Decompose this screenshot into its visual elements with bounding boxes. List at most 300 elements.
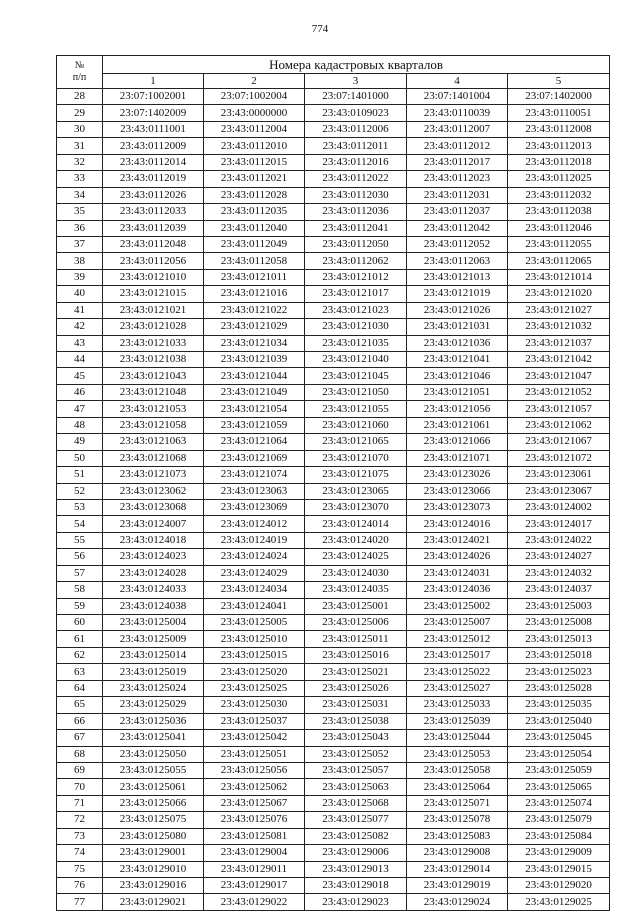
cadastral-number-cell: 23:43:0129001 — [103, 845, 204, 861]
cadastral-number-cell: 23:43:0125021 — [305, 664, 407, 680]
cadastral-number-cell: 23:43:0124028 — [103, 565, 204, 581]
row-number-cell: 53 — [57, 499, 103, 515]
cadastral-number-cell: 23:43:0125082 — [305, 828, 407, 844]
cadastral-number-cell: 23:43:0112014 — [103, 154, 204, 170]
cadastral-number-cell: 23:43:0121014 — [508, 269, 610, 285]
cadastral-number-cell: 23:43:0125015 — [204, 647, 305, 663]
row-number-cell: 72 — [57, 812, 103, 828]
cadastral-number-cell: 23:43:0125041 — [103, 730, 204, 746]
cadastral-number-cell: 23:43:0123067 — [508, 483, 610, 499]
cadastral-number-cell: 23:43:0121043 — [103, 368, 204, 384]
table-row — [57, 549, 610, 565]
row-number-cell: 40 — [57, 286, 103, 302]
cadastral-number-cell: 23:43:0125031 — [305, 697, 407, 713]
cadastral-number-cell: 23:43:0121075 — [305, 467, 407, 483]
table-row — [57, 615, 610, 631]
cadastral-number-cell: 23:07:1002004 — [204, 89, 305, 105]
cadastral-number-cell: 23:43:0121070 — [305, 450, 407, 466]
cadastral-number-cell: 23:43:0129019 — [407, 878, 508, 894]
cadastral-number-cell: 23:43:0125037 — [204, 713, 305, 729]
cadastral-number-cell: 23:43:0125011 — [305, 631, 407, 647]
cadastral-number-cell: 23:43:0125030 — [204, 697, 305, 713]
cadastral-number-cell: 23:43:0124041 — [204, 598, 305, 614]
cadastral-number-cell: 23:43:0124034 — [204, 582, 305, 598]
cadastral-number-cell: 23:43:0112009 — [103, 138, 204, 154]
cadastral-number-cell: 23:43:0121017 — [305, 286, 407, 302]
row-number-cell: 74 — [57, 845, 103, 861]
cadastral-number-cell: 23:43:0125077 — [305, 812, 407, 828]
table-row — [57, 352, 610, 368]
cadastral-number-cell: 23:43:0125025 — [204, 680, 305, 696]
cadastral-number-cell: 23:43:0121054 — [204, 401, 305, 417]
cadastral-number-cell: 23:43:0125063 — [305, 779, 407, 795]
cadastral-number-cell: 23:43:0129024 — [407, 894, 508, 910]
cadastral-number-cell: 23:43:0112035 — [204, 204, 305, 220]
cadastral-number-cell: 23:43:0121044 — [204, 368, 305, 384]
cadastral-number-cell: 23:43:0112022 — [305, 171, 407, 187]
cadastral-number-cell: 23:43:0112011 — [305, 138, 407, 154]
column-header: 5 — [508, 74, 610, 89]
cadastral-quarters-table — [56, 55, 610, 911]
row-number-cell: 62 — [57, 647, 103, 663]
cadastral-number-cell: 23:43:0129017 — [204, 878, 305, 894]
cadastral-number-cell: 23:43:0121055 — [305, 401, 407, 417]
cadastral-number-cell: 23:43:0125042 — [204, 730, 305, 746]
cadastral-number-cell: 23:43:0125053 — [407, 746, 508, 762]
cadastral-number-cell: 23:43:0124021 — [407, 532, 508, 548]
row-number-cell: 61 — [57, 631, 103, 647]
cadastral-number-cell: 23:43:0129023 — [305, 894, 407, 910]
cadastral-number-cell: 23:43:0129014 — [407, 861, 508, 877]
cadastral-number-cell: 23:43:0123026 — [407, 467, 508, 483]
cadastral-number-cell: 23:43:0121021 — [103, 302, 204, 318]
cadastral-number-cell: 23:43:0121049 — [204, 384, 305, 400]
table-row — [57, 746, 610, 762]
cadastral-number-cell: 23:43:0125002 — [407, 598, 508, 614]
cadastral-number-cell: 23:43:0121056 — [407, 401, 508, 417]
table-row — [57, 894, 610, 910]
cadastral-number-cell: 23:43:0125043 — [305, 730, 407, 746]
table-row — [57, 401, 610, 417]
cadastral-number-cell: 23:43:0112032 — [508, 187, 610, 203]
cadastral-number-cell: 23:43:0112062 — [305, 253, 407, 269]
cadastral-number-cell: 23:43:0123065 — [305, 483, 407, 499]
table-row — [57, 795, 610, 811]
cadastral-number-cell: 23:43:0124012 — [204, 516, 305, 532]
cadastral-number-cell: 23:43:0125040 — [508, 713, 610, 729]
row-number-cell: 55 — [57, 532, 103, 548]
cadastral-number-cell: 23:07:1401004 — [407, 89, 508, 105]
cadastral-number-cell: 23:43:0125010 — [204, 631, 305, 647]
table-row — [57, 187, 610, 203]
cadastral-number-cell: 23:43:0121059 — [204, 417, 305, 433]
cadastral-number-cell: 23:43:0125080 — [103, 828, 204, 844]
row-number-cell: 35 — [57, 204, 103, 220]
table-body — [57, 89, 610, 911]
table-row — [57, 368, 610, 384]
row-number-cell: 51 — [57, 467, 103, 483]
cadastral-number-cell: 23:43:0125078 — [407, 812, 508, 828]
cadastral-number-cell: 23:43:0124029 — [204, 565, 305, 581]
cadastral-number-cell: 23:43:0121057 — [508, 401, 610, 417]
cadastral-number-cell: 23:43:0125019 — [103, 664, 204, 680]
row-number-cell: 70 — [57, 779, 103, 795]
cadastral-number-cell: 23:43:0124020 — [305, 532, 407, 548]
table-row — [57, 450, 610, 466]
row-number-cell: 52 — [57, 483, 103, 499]
row-number-cell: 28 — [57, 89, 103, 105]
cadastral-number-cell: 23:43:0125052 — [305, 746, 407, 762]
cadastral-number-cell: 23:43:0121026 — [407, 302, 508, 318]
table-row — [57, 434, 610, 450]
cadastral-number-cell: 23:43:0121046 — [407, 368, 508, 384]
cadastral-number-cell: 23:43:0112012 — [407, 138, 508, 154]
cadastral-number-cell: 23:43:0129022 — [204, 894, 305, 910]
cadastral-number-cell: 23:43:0124017 — [508, 516, 610, 532]
cadastral-number-cell: 23:43:0125026 — [305, 680, 407, 696]
cadastral-number-cell: 23:43:0121028 — [103, 319, 204, 335]
cadastral-number-cell: 23:43:0124016 — [407, 516, 508, 532]
row-number-cell: 58 — [57, 582, 103, 598]
cadastral-number-cell: 23:43:0123062 — [103, 483, 204, 499]
cadastral-number-cell: 23:43:0112023 — [407, 171, 508, 187]
row-number-cell: 32 — [57, 154, 103, 170]
cadastral-number-cell: 23:43:0112037 — [407, 204, 508, 220]
cadastral-number-cell: 23:43:0124014 — [305, 516, 407, 532]
cadastral-number-cell: 23:43:0121050 — [305, 384, 407, 400]
table-row — [57, 697, 610, 713]
cadastral-number-cell: 23:43:0129004 — [204, 845, 305, 861]
cadastral-number-cell: 23:43:0112010 — [204, 138, 305, 154]
row-number-header-text: № п/п — [72, 60, 87, 83]
cadastral-number-cell: 23:43:0124033 — [103, 582, 204, 598]
cadastral-number-cell: 23:43:0125029 — [103, 697, 204, 713]
table-row — [57, 417, 610, 433]
cadastral-number-cell: 23:07:1401000 — [305, 89, 407, 105]
cadastral-number-cell: 23:43:0125055 — [103, 762, 204, 778]
column-header-row — [57, 74, 610, 89]
cadastral-number-cell: 23:43:0121061 — [407, 417, 508, 433]
cadastral-number-cell: 23:43:0112039 — [103, 220, 204, 236]
cadastral-number-cell: 23:43:0125001 — [305, 598, 407, 614]
row-number-cell: 67 — [57, 730, 103, 746]
cadastral-number-cell: 23:43:0124032 — [508, 565, 610, 581]
row-number-cell: 29 — [57, 105, 103, 121]
row-number-cell: 37 — [57, 236, 103, 252]
table-row — [57, 253, 610, 269]
cadastral-number-cell: 23:43:0125023 — [508, 664, 610, 680]
cadastral-number-cell: 23:43:0112031 — [407, 187, 508, 203]
cadastral-number-cell: 23:43:0121013 — [407, 269, 508, 285]
cadastral-number-cell: 23:43:0125065 — [508, 779, 610, 795]
cadastral-number-cell: 23:43:0125012 — [407, 631, 508, 647]
table-row — [57, 631, 610, 647]
cadastral-number-cell: 23:43:0125006 — [305, 615, 407, 631]
cadastral-number-cell: 23:43:0121064 — [204, 434, 305, 450]
cadastral-number-cell: 23:43:0125067 — [204, 795, 305, 811]
cadastral-number-cell: 23:43:0112028 — [204, 187, 305, 203]
cadastral-number-cell: 23:43:0125074 — [508, 795, 610, 811]
cadastral-number-cell: 23:43:0121034 — [204, 335, 305, 351]
cadastral-number-cell: 23:43:0129009 — [508, 845, 610, 861]
cadastral-number-cell: 23:43:0124025 — [305, 549, 407, 565]
cadastral-number-cell: 23:43:0125039 — [407, 713, 508, 729]
cadastral-number-cell: 23:43:0121069 — [204, 450, 305, 466]
cadastral-number-cell: 23:43:0121015 — [103, 286, 204, 302]
table-row — [57, 664, 610, 680]
cadastral-number-cell: 23:43:0125016 — [305, 647, 407, 663]
cadastral-number-cell: 23:43:0121040 — [305, 352, 407, 368]
cadastral-number-cell: 23:43:0125038 — [305, 713, 407, 729]
cadastral-number-cell: 23:43:0129021 — [103, 894, 204, 910]
cadastral-number-cell: 23:43:0112015 — [204, 154, 305, 170]
cadastral-number-cell: 23:43:0112025 — [508, 171, 610, 187]
cadastral-number-cell: 23:43:0123073 — [407, 499, 508, 515]
cadastral-number-cell: 23:43:0125058 — [407, 762, 508, 778]
cadastral-number-cell: 23:43:0112021 — [204, 171, 305, 187]
cadastral-number-cell: 23:43:0121052 — [508, 384, 610, 400]
cadastral-number-cell: 23:43:0112040 — [204, 220, 305, 236]
cadastral-number-cell: 23:43:0110051 — [508, 105, 610, 121]
table-row — [57, 713, 610, 729]
cadastral-number-cell: 23:43:0112041 — [305, 220, 407, 236]
cadastral-number-cell: 23:43:0129025 — [508, 894, 610, 910]
cadastral-number-cell: 23:43:0121030 — [305, 319, 407, 335]
cadastral-number-cell: 23:43:0125044 — [407, 730, 508, 746]
cadastral-number-cell: 23:43:0121027 — [508, 302, 610, 318]
cadastral-number-cell: 23:43:0112058 — [204, 253, 305, 269]
cadastral-number-cell: 23:43:0121068 — [103, 450, 204, 466]
cadastral-number-cell: 23:43:0110039 — [407, 105, 508, 121]
cadastral-number-cell: 23:43:0112018 — [508, 154, 610, 170]
page-number: 774 — [311, 23, 329, 35]
cadastral-number-cell: 23:43:0129006 — [305, 845, 407, 861]
row-number-cell: 68 — [57, 746, 103, 762]
cadastral-number-cell: 23:43:0125083 — [407, 828, 508, 844]
cadastral-number-cell: 23:43:0125008 — [508, 615, 610, 631]
row-number-cell: 33 — [57, 171, 103, 187]
table-row — [57, 582, 610, 598]
cadastral-number-cell: 23:43:0121058 — [103, 417, 204, 433]
cadastral-number-cell: 23:43:0112007 — [407, 121, 508, 137]
cadastral-number-cell: 23:43:0125005 — [204, 615, 305, 631]
cadastral-number-cell: 23:43:0121053 — [103, 401, 204, 417]
cadastral-number-cell: 23:43:0125064 — [407, 779, 508, 795]
cadastral-number-cell: 23:43:0112017 — [407, 154, 508, 170]
row-number-cell: 44 — [57, 352, 103, 368]
row-number-cell: 59 — [57, 598, 103, 614]
table-row — [57, 171, 610, 187]
cadastral-number-cell: 23:43:0121035 — [305, 335, 407, 351]
cadastral-number-cell: 23:43:0125022 — [407, 664, 508, 680]
cadastral-number-cell: 23:07:1002001 — [103, 89, 204, 105]
cadastral-number-cell: 23:43:0129008 — [407, 845, 508, 861]
row-number-cell: 54 — [57, 516, 103, 532]
cadastral-number-cell: 23:43:0125033 — [407, 697, 508, 713]
cadastral-number-cell: 23:43:0124023 — [103, 549, 204, 565]
cadastral-number-cell: 23:43:0121066 — [407, 434, 508, 450]
row-number-cell: 43 — [57, 335, 103, 351]
cadastral-number-cell: 23:43:0112048 — [103, 236, 204, 252]
cadastral-number-cell: 23:43:0125081 — [204, 828, 305, 844]
row-number-cell: 69 — [57, 762, 103, 778]
table-row — [57, 499, 610, 515]
table-row — [57, 335, 610, 351]
cadastral-number-cell: 23:43:0121048 — [103, 384, 204, 400]
cadastral-number-cell: 23:43:0121039 — [204, 352, 305, 368]
cadastral-number-cell: 23:43:0121041 — [407, 352, 508, 368]
cadastral-number-cell: 23:43:0125035 — [508, 697, 610, 713]
cadastral-number-cell: 23:43:0112063 — [407, 253, 508, 269]
row-number-cell: 56 — [57, 549, 103, 565]
cadastral-number-cell: 23:43:0112042 — [407, 220, 508, 236]
cadastral-number-cell: 23:43:0124019 — [204, 532, 305, 548]
cadastral-number-cell: 23:43:0112046 — [508, 220, 610, 236]
row-number-cell: 41 — [57, 302, 103, 318]
row-number-header — [57, 56, 103, 89]
cadastral-number-cell: 23:43:0112004 — [204, 121, 305, 137]
table-row — [57, 467, 610, 483]
cadastral-number-cell: 23:43:0121063 — [103, 434, 204, 450]
cadastral-number-cell: 23:43:0121065 — [305, 434, 407, 450]
table-row — [57, 878, 610, 894]
cadastral-number-cell: 23:43:0121042 — [508, 352, 610, 368]
cadastral-number-cell: 23:43:0112049 — [204, 236, 305, 252]
row-number-cell: 77 — [57, 894, 103, 910]
table-row — [57, 138, 610, 154]
cadastral-number-cell: 23:43:0125068 — [305, 795, 407, 811]
table-row — [57, 516, 610, 532]
cadastral-number-cell: 23:43:0121023 — [305, 302, 407, 318]
table-row — [57, 384, 610, 400]
cadastral-number-cell: 23:43:0123061 — [508, 467, 610, 483]
row-number-cell: 57 — [57, 565, 103, 581]
cadastral-number-cell: 23:43:0125004 — [103, 615, 204, 631]
row-number-cell: 45 — [57, 368, 103, 384]
table-row — [57, 730, 610, 746]
row-number-cell: 34 — [57, 187, 103, 203]
table-row — [57, 236, 610, 252]
cadastral-number-cell: 23:43:0124024 — [204, 549, 305, 565]
table-row — [57, 647, 610, 663]
table-row — [57, 319, 610, 335]
cadastral-number-cell: 23:43:0125050 — [103, 746, 204, 762]
cadastral-number-cell: 23:43:0124035 — [305, 582, 407, 598]
table-row — [57, 121, 610, 137]
cadastral-number-cell: 23:43:0125076 — [204, 812, 305, 828]
cadastral-number-cell: 23:43:0129011 — [204, 861, 305, 877]
cadastral-number-cell: 23:43:0112033 — [103, 204, 204, 220]
cadastral-number-cell: 23:43:0125027 — [407, 680, 508, 696]
cadastral-number-cell: 23:43:0124007 — [103, 516, 204, 532]
cadastral-number-cell: 23:43:0129018 — [305, 878, 407, 894]
cadastral-number-cell: 23:43:0125024 — [103, 680, 204, 696]
table-row — [57, 204, 610, 220]
row-number-cell: 46 — [57, 384, 103, 400]
cadastral-number-cell: 23:43:0121022 — [204, 302, 305, 318]
cadastral-number-cell: 23:43:0125084 — [508, 828, 610, 844]
cadastral-number-cell: 23:43:0121016 — [204, 286, 305, 302]
cadastral-number-cell: 23:43:0125059 — [508, 762, 610, 778]
cadastral-number-cell: 23:43:0124030 — [305, 565, 407, 581]
cadastral-number-cell: 23:43:0125051 — [204, 746, 305, 762]
cadastral-number-cell: 23:43:0124031 — [407, 565, 508, 581]
cadastral-number-cell: 23:43:0125066 — [103, 795, 204, 811]
cadastral-number-cell: 23:43:0121073 — [103, 467, 204, 483]
column-header: 1 — [103, 74, 204, 89]
cadastral-number-cell: 23:43:0125017 — [407, 647, 508, 663]
cadastral-number-cell: 23:43:0121011 — [204, 269, 305, 285]
table-row — [57, 220, 610, 236]
cadastral-number-cell: 23:43:0121062 — [508, 417, 610, 433]
cadastral-number-cell: 23:07:1402009 — [103, 105, 204, 121]
cadastral-number-cell: 23:43:0125013 — [508, 631, 610, 647]
row-number-cell: 30 — [57, 121, 103, 137]
cadastral-number-cell: 23:43:0125020 — [204, 664, 305, 680]
cadastral-number-cell: 23:43:0129010 — [103, 861, 204, 877]
table-row — [57, 565, 610, 581]
table-row — [57, 828, 610, 844]
cadastral-number-cell: 23:43:0121032 — [508, 319, 610, 335]
cadastral-number-cell: 23:43:0121072 — [508, 450, 610, 466]
cadastral-number-cell: 23:43:0121047 — [508, 368, 610, 384]
table-row — [57, 680, 610, 696]
group-header: Номера кадастровых кварталов — [103, 56, 610, 74]
column-header: 4 — [407, 74, 508, 89]
cadastral-number-cell: 23:43:0125045 — [508, 730, 610, 746]
cadastral-number-cell: 23:43:0112019 — [103, 171, 204, 187]
table-row — [57, 762, 610, 778]
row-number-cell: 42 — [57, 319, 103, 335]
cadastral-number-cell: 23:43:0121020 — [508, 286, 610, 302]
cadastral-number-cell: 23:43:0125079 — [508, 812, 610, 828]
cadastral-number-cell: 23:43:0123066 — [407, 483, 508, 499]
cadastral-number-cell: 23:43:0129013 — [305, 861, 407, 877]
cadastral-number-cell: 23:43:0121071 — [407, 450, 508, 466]
cadastral-number-cell: 23:43:0121033 — [103, 335, 204, 351]
cadastral-number-cell: 23:43:0125056 — [204, 762, 305, 778]
column-header: 3 — [305, 74, 407, 89]
table-row — [57, 89, 610, 105]
cadastral-number-cell: 23:43:0121029 — [204, 319, 305, 335]
cadastral-number-cell: 23:43:0124018 — [103, 532, 204, 548]
cadastral-number-cell: 23:43:0124022 — [508, 532, 610, 548]
cadastral-number-cell: 23:43:0125062 — [204, 779, 305, 795]
row-number-cell: 63 — [57, 664, 103, 680]
cadastral-number-cell: 23:43:0000000 — [204, 105, 305, 121]
row-number-cell: 66 — [57, 713, 103, 729]
cadastral-number-cell: 23:43:0123063 — [204, 483, 305, 499]
table-row — [57, 779, 610, 795]
row-number-cell: 49 — [57, 434, 103, 450]
cadastral-number-cell: 23:43:0121031 — [407, 319, 508, 335]
cadastral-number-cell: 23:43:0125071 — [407, 795, 508, 811]
cadastral-number-cell: 23:43:0125003 — [508, 598, 610, 614]
table-row — [57, 845, 610, 861]
cadastral-number-cell: 23:43:0109023 — [305, 105, 407, 121]
row-number-cell: 36 — [57, 220, 103, 236]
row-number-cell: 31 — [57, 138, 103, 154]
cadastral-number-cell: 23:43:0121038 — [103, 352, 204, 368]
row-number-cell: 38 — [57, 253, 103, 269]
cadastral-number-cell: 23:43:0121037 — [508, 335, 610, 351]
cadastral-number-cell: 23:43:0112030 — [305, 187, 407, 203]
cadastral-number-cell: 23:43:0124002 — [508, 499, 610, 515]
cadastral-number-cell: 23:43:0112008 — [508, 121, 610, 137]
column-header: 2 — [204, 74, 305, 89]
cadastral-number-cell: 23:43:0112026 — [103, 187, 204, 203]
cadastral-number-cell: 23:43:0125014 — [103, 647, 204, 663]
